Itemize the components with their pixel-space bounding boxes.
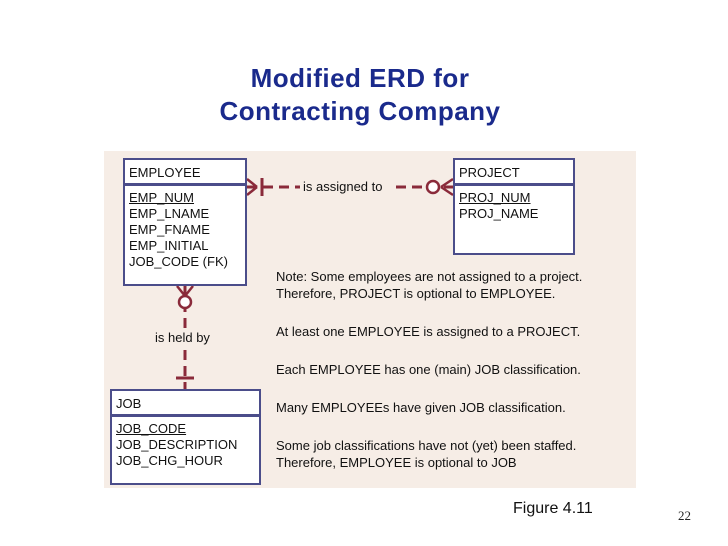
project-attribute: PROJ_NAME xyxy=(459,206,539,221)
employee-optional-circle xyxy=(179,296,191,308)
project-entity-name: PROJECT xyxy=(455,160,573,186)
job-attribute: JOB_CHG_HOUR xyxy=(116,453,223,468)
project-attributes xyxy=(455,186,573,222)
employee-entity-name: EMPLOYEE xyxy=(125,160,245,186)
title-line-1: Modified ERD for xyxy=(250,63,470,93)
note-line: At least one EMPLOYEE is assigned to a PROJECT. xyxy=(276,324,581,339)
job-entity-name: JOB xyxy=(112,391,259,417)
project-entity xyxy=(453,158,575,255)
erd-notes xyxy=(276,268,636,471)
employee-attribute: EMP_FNAME xyxy=(129,222,210,237)
project-optional-circle xyxy=(427,181,439,193)
employee-entity xyxy=(123,158,247,286)
job-attribute: JOB_CODE xyxy=(116,421,187,436)
note-line: Therefore, PROJECT is optional to EMPLOYEE. xyxy=(276,286,556,301)
note-line: Note: Some employees are not assigned to a project. xyxy=(276,269,583,284)
employee-attribute: EMP_INITIAL xyxy=(129,238,209,253)
employee-attribute: EMP_LNAME xyxy=(129,206,210,221)
job-attribute: JOB_DESCRIPTION xyxy=(116,437,238,452)
employee-attribute: JOB_CODE (FK) xyxy=(129,254,228,269)
job-attributes xyxy=(112,417,259,469)
relationship-held-label: is held by xyxy=(155,330,210,345)
employee-attributes xyxy=(125,186,245,270)
title-line-2: Contracting Company xyxy=(219,96,501,126)
project-attribute: PROJ_NUM xyxy=(459,190,531,205)
job-entity xyxy=(110,389,261,485)
note-line: Some job classifications have not (yet) been staffed. xyxy=(276,438,577,453)
note-line: Each EMPLOYEE has one (main) JOB classification. xyxy=(276,362,581,377)
page-number: 22 xyxy=(678,508,691,523)
figure-label: Figure 4.11 xyxy=(513,500,593,517)
employee-attribute: EMP_NUM xyxy=(129,190,195,205)
note-line: Many EMPLOYEEs have given JOB classification. xyxy=(276,400,566,415)
relationship-assigned-label: is assigned to xyxy=(303,179,383,194)
note-line: Therefore, EMPLOYEE is optional to JOB xyxy=(276,455,517,470)
